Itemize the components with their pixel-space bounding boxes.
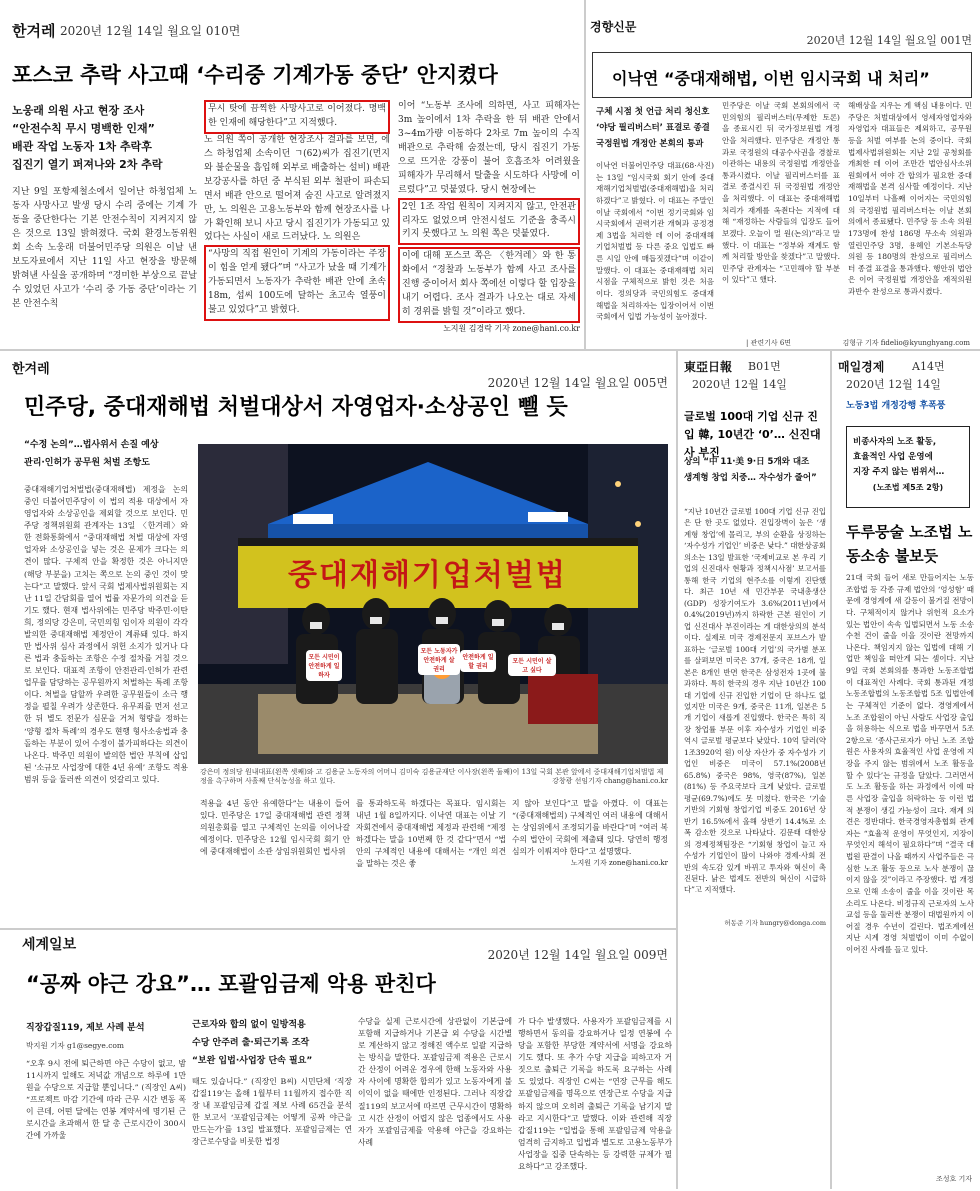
body-col4 bbox=[518, 1016, 672, 1188]
subhead: 직장갑질119, 제보 사례 분석 bbox=[26, 1023, 145, 1033]
quote-line: (노조법 제5조 2항) bbox=[872, 483, 944, 492]
outlet-logo: 한겨레 bbox=[12, 362, 50, 377]
subhead: “보완 입법·사업장 단속 필요” bbox=[192, 1056, 313, 1066]
outlet-logo: 東亞日報 bbox=[684, 360, 733, 374]
outlet-logo: 세계일보 bbox=[22, 937, 77, 953]
body-col bbox=[846, 572, 974, 1170]
body-text: “지난 10년간 글로벌 100대 기업 신규 진입은 단 한 곳도 없었다. 진입장벽이 높은 ‘생계형 창업’에 몰리고, 부의 순환을 상징하는 ‘자수성가 기업인’ 비중은 낮다.” 대한상공회의소는 13일 발표한 ‘국제비교로 본 우리 기업의 신진대사 현황과 정책시사점’ 보고서를 통해 한국 기업의 현주소를 이렇게 진단했다. 최근 10년 새 민간부문 국내총생산(GDP) 성장기여도가 3.6%(2011년)에서 0.4%(2019년)까지 하락한 근본 원인이 기업 신진대사 부진이라는 게 대한상의의 분석이다. 실제로 미국 경제전문지 포브스가 발표하는 ‘글로벌 100대 기업’의 국가별 분포를 살펴보면 미국은 37개, 중국은 18개, 일본은 8개인 반면 한국은 삼성전자 1곳에 불과하다. 특히 한국의 경우 지난 10년간 100대 기업에 신규 진입한 기업이 단 하나도 없었지만 미국은 9개, 중국은 11개, 일본은 5개 기업이 새롭게 진입했다. 한국은 특히 직장 창업률 부문 이후 자수성가 기업인 비중 역시 글로벌 평균보다 낮았다. 10억 달러(약 1조3920억 원) 이상 자산가 중 자수성가 기업인 비중은 미국이 57.1%(2008년 65.8%) 중국은 98%, 영국(87%), 일본(81%) 등 주요국보다 크게 낮았다. 글로벌 평균(69.7%)에도 못 미쳤다. 한국은 ‘기술 기반의 기회형 창업기업 비중도 2016년 상반기 16.5%에서 올해 상반기 14.4%로 소폭 감소한 것으로 나타났다. 김문태 대한상의 경제정책팀장은 “기회형 창업이 늘고 자수성가 기업인이 많이 나와야 경제·사회 전반의 속도감 있게 바뀌고 투자와 혁신이 촉진된다. 낡은 법제도 전반의 혁신이 시급하다”고 지적했다. bbox=[684, 507, 826, 895]
highlight-box: “사망의 직접 원인이 기계의 가동이라는 주장이 힘을 얻게 됐다”며 “사고가 났을 때 기계가 가동되면서 노동자가 추락한 배관 안에 초속 18m, 섭씨 100도에 달하는 초고속 열풍이 불고 있었다”고 밝혔다. bbox=[204, 245, 390, 321]
date-line: 2020년 12월 14일 bbox=[846, 378, 941, 391]
headline: 글로벌 100대 기업 신규 진입 韓, 10년간 ‘0’… 신진대사 부진 bbox=[684, 410, 821, 459]
byline: 노지원 김경락 기자 zone@hani.co.kr bbox=[443, 324, 580, 334]
body-col bbox=[684, 506, 826, 916]
subhead: 노웅래 의원 사고 현장 조사 bbox=[12, 104, 145, 117]
protest-sign: 안전하게 일할 권리 bbox=[460, 650, 496, 672]
body-text: 노 의원 쪽이 공개한 현장조사 결과를 보면, 에스 하청업체 소속이던 ㄱ(62)씨가 집진기(먼지와 불순물을 흡입해 외부로 배출하는 설비) 배관 보강공사를 하던 중 부식된 외부 철판이 파손되면서 배관 안으로 떨어져 숨진 사고로 알려졌지만, 노 의원은 고용노동부와 함께 현장조사를 나가 확인해 보니 사고 당시 집진기가 가동되고 있었다는 사실이 새로 드러났다. 노 의원은 bbox=[204, 134, 390, 243]
divider bbox=[830, 351, 832, 1189]
subhead: 상의 “中 11·美 9·日 5개와 대조 bbox=[684, 457, 810, 467]
photo-banner-text: 중대재해기업처벌법 bbox=[288, 558, 567, 593]
subhead: 수당 안주려 출·퇴근기록 조작 bbox=[192, 1038, 310, 1048]
photo-caption bbox=[200, 768, 668, 787]
body-col3 bbox=[398, 100, 580, 348]
protest-photo bbox=[198, 444, 668, 764]
article-donga bbox=[678, 352, 830, 932]
body-col2 bbox=[192, 1076, 352, 1188]
outlet-logo: 한겨레 bbox=[12, 22, 56, 40]
subheads bbox=[24, 436, 194, 472]
subheads bbox=[192, 1016, 362, 1070]
body-text: 적용을 4년 동안 유예한다”는 내용이 들어 있다. 민주당은 17일 중대재해법 관련 정책 의원총회를 열고 구체적인 논의를 이어나갈 예정이다. 민주당은 12월 임시국회 회기 안에 중대재해법이 소관 상임위원회인 법사위 bbox=[200, 799, 350, 857]
article-hankyoreh-posco bbox=[2, 2, 584, 348]
article-kyunghyang bbox=[586, 2, 978, 348]
date-line: 2020년 12월 14일 bbox=[692, 378, 787, 391]
article-segye bbox=[2, 930, 676, 1189]
caption-text: 강은미 정의당 원내대표(왼쪽 셋째)와 고 김용균 노동자의 어머니 김미숙 김용균재단 이사장(왼쪽 둘째)이 13일 국회 본관 앞에서 중대재해기업처벌법 제정을 촉구하며 사흘째 단식농성을 하고 있다. bbox=[200, 768, 664, 786]
subhead: 집진기 열기 퍼져나와 2차 추락 bbox=[12, 158, 163, 171]
highlight-box: 2인 1조 작업 원칙이 지켜지지 않고, 안전관리자도 없었으며 안전시설도 기준을 충족시키지 못했다고 노 의원 쪽은 덧붙였다. bbox=[398, 198, 580, 246]
headline: 두루뭉술 노조법 노동소송 불보듯 bbox=[846, 523, 973, 565]
body-col1 bbox=[12, 186, 197, 346]
body-text: 중대재해기업처벌법(중대재해법) 제정을 논의 중인 더불어민주당이 이 법의 적용 대상에서 자영업자와 소상공인을 제외할 것으로 보인다. 민주당 정책위원회 관계자는 13일 〈한겨레〉와 한 전화통화에서 “중대재해법 처벌 대상에 자영업자와 소상공인을 넣는 것은 문제가 크다는 의견이 많다. 구체적 안을 확정한 것은 아니지만 (해당 부분을) 고치는 쪽으로 논의 중인 것이 맞는다”고 말했다. 앞서 국회 법제사법위원회는 지난 11일 간담회를 열어 법률 자문가의 의견을 듣기도 했다. 현재 법사위에는 민주당 박주민·이탄희, 정의당 강은미, 국민의힘 임이자 의원이 각각 발의한 중대재해법 제정안이 계류돼 있다. 하지만 법사위 심사 과정에서 위헌 소지가 있거나 다른 법과 충돌하는 조항은 수정 절차를 거칠 것으로 보인다. 대표적 조항이 안전관리·인허가 관련 업무를 담당하는 공무원까지 처벌하는 특례 조항이다. 처벌을 담할까 우려한 공무원들이 소극 행정을 펼칠 우려가 상존한다. 유무죄를 먼저 선고한 뒤 별도 전문가 심문을 거쳐 형량을 정하는 ‘양형 절차 특례’의 경우도 현행 형사소송법과 충돌하는 부분이 있어 수정이 불가피하다는 의견이 나온다. 박주민 의원이 발의한 법안 부칙에 삽입된 ‘소규모 사업장에 대한 4년 유예’ 조항도 적용 범위 등을 둘러싼 의견이 엇갈리고 있다. bbox=[24, 485, 188, 784]
body-text: 21대 국회 들어 새로 만들어지는 노동조합법 등 각종 규제 법안의 ‘엉성함’ 때문에 경영계에 새 갈등이 불거질 전망이다. 구체적이지 않거나 위헌적 요소가 있는 법안이 속속 입법되면서 노동 소송 수천 건이 줄을 이을 것이란 전망까지 나온다. 책임지지 않는 입법에 대해 기업만 책임을 떠안게 되는 셈이다. 지난 9일 국회 본회의를 통과한 노동조합법이 대표적인 사례다. 국회 통과된 개정 노동조합법의 노동조합법 5조 입법안에는 구체적인 기준이 없다. 경영계에서 노조 조합원이 아닌 사람도 사업장 출입을 허용하는 식으로 법을 바꾸면서 5조 2항으로 ‘종사근로자가 아닌 노조 조합원은 사용자의 효율적인 사업 운영에 지장을 주지 않는 범위에서 노조 활동을 할 수 있다’는 규정을 달았다. 그러면서도 노조 활동을 하는 과정에서 이에 따른 사업장 출입을 허락하는 등 이런 법적 분쟁이 생길 가능성이 크다. 재계 의견은 정반대다. 한국경영자총협회 관계자는 “효율적 운영이 무엇인지, 지장이 무엇인지 해석이 필요하다”며 “결국 대법원 판결이 나올 때까지 사업주들은 극심한 노조 활동 등으로 노사 분쟁이 끊이지 않을 것”이라고 주장했다. 법 개정으로 인해 소송이 줄을 이을 것이란 목소리도 나온다. 비정규직 근로자의 노사 교섭 등을 둘러싼 분쟁이 대법원까지 이어질 경우 수년이 걸린다. 법조계에선 지난 시계 경영 처벌법이 이미 수없이 이어진 사례를 들고 있다. bbox=[846, 573, 974, 954]
divider bbox=[0, 928, 676, 930]
headline: 이낙연 “중대재해법, 이번 임시국회 내 처리” bbox=[612, 69, 930, 88]
subhead: 구체 시점 첫 언급 처리 청신호 bbox=[596, 107, 710, 117]
body-text: 이낙연 더불어민주당 대표(68·사진)는 13일 “임시국회 회기 안에 중대재해기업처벌법(중대재해법)을 처리하겠다”고 밝혔다. 이 대표는 주말인 이날 국회에서 “이번 정기국회와 임시국회에서 권력기관 개혁과 공정경제 3법을 처리한 데 이어 중대재해기업처벌법 등 다른 중요 입법도 빠른 시일 안에 매듭짓겠다”며 이같이 말했다. 이 대표는 중대재해법 처리 시점을 구체적으로 밝힌 것은 처음이다. 정의당과 국민의힘도 중대재해법을 처리하자는 입장이어서 이번 국회에서 입법 가능성이 높아졌다. bbox=[596, 161, 714, 322]
date-line: 2020년 12월 14일 월요일 009면 bbox=[487, 948, 668, 962]
quote-line: 비종사자의 노조 활동, bbox=[853, 437, 937, 447]
subheads bbox=[684, 454, 826, 486]
body-col1 bbox=[26, 1058, 186, 1188]
body-col4 bbox=[512, 798, 668, 924]
body-col1 bbox=[596, 160, 714, 348]
date-line: 2020년 12월 14일 월요일 010면 bbox=[60, 24, 241, 38]
date-line: 2020년 12월 14일 월요일 005면 bbox=[487, 376, 668, 390]
divider bbox=[676, 351, 678, 1189]
body-text: 민주당은 이날 국회 본회의에서 국민의힘의 필리버스터(무제한 토론)을 종료시킨 뒤 국가정보원법 개정안을 처리했다. 민주당은 개정안 통과로 국정원의 대공수사권을 경찰로 이관하는 내용의 국정원법 개정안을 통과시켰다. 이날 필리버스터를 표결로 종결시킨 뒤 국정원법 개정안을 처리했다. 이 대표는 중대재해법 처리가 재계를 옥죈다는 지적에 대해 “재정하는 사람들의 입장도 들어 보겠다. 오늘이 멀 원(논의)”라고 말했다. 이 대표는 “정부와 재계도 함께 처리할 방안을 찾겠다”고 말했다. 민주당 관계자는 “고민해야 할 부분이 있다”고 했다. bbox=[722, 101, 840, 285]
body-text: 수당을 실제 근로시간에 상관없이 기본급에 포함해 지급하거나 기본급 외 수당을 시간별로 계산하지 않고 정해진 액수로 일괄 지급하는 방식을 말한다. 포괄임금제 적용은 근로시간 산정이 어려운 경우에 한해 노동자와 사용자 사이에 명확한 합의가 있고 노동자에게 불이익이 없을 때에만 인정된다. 그러나 직장갑질119의 보고서에 따르면 근무시간이 명확하고 시간 산정이 어렵지 않은 업종에서도 사용자가 포괄임금제를 악용해 야근을 강요하는 사례 bbox=[358, 1017, 512, 1147]
subhead: 근로자와 합의 없이 일방적용 bbox=[192, 1020, 306, 1030]
subheads bbox=[596, 104, 714, 152]
outlet-logo: 매일경제 bbox=[838, 360, 885, 374]
body-text: 해배상을 지우는 게 핵심 내용이다. 민주당은 처벌대상에서 영세자영업자와 자영업자 대표들은 제외하고, 공무원 등을 처벌 여부를 논의 중이다. 국회 법제사법위원회는 지난 2일 공청회를 개최한 데 이어 조만간 법안심사소위원회에서 여야 간 합의가 필요한 중대재해법을 본격 심사할 예정이다. 지난 10일부터 나흘째 이어지는 국민의힘의 국정원법 필리버스터는 이날 본회의에서 종료됐다. 민주당 등 소속 의원 173명에 찬성 186명 무소속 의원과 열린민주당 3명, 용혜인 기본소득당 의원 등 180명의 찬성으로 필리버스터 종결 표결을 통과했다. 행안위 법안은 이어 국정원법 개정안을 재적의원 과반수 찬성으로 통과시켰다. bbox=[848, 101, 972, 296]
body-col3 bbox=[358, 1016, 512, 1188]
highlight-box: 무시 탓에 끔찍한 사망사고로 이어졌다. 명백한 인재에 해당한다”고 지적했다. bbox=[204, 100, 390, 134]
subheads bbox=[12, 102, 192, 174]
subhead: 관리·인허가 공무원 처벌 조항도 bbox=[24, 458, 150, 468]
headline: 민주당, 중대재해법 처벌대상서 자영업자·소상공인 뺄 듯 bbox=[24, 395, 568, 420]
byline: 허동준 기자 hungry@donga.com bbox=[724, 919, 826, 927]
protest-sign: 모든 시민이 안전하게 일하자 bbox=[306, 650, 342, 681]
byline: 노지원 기자 zone@hani.co.kr bbox=[570, 859, 668, 868]
highlight-box: 이에 대해 포스코 쪽은 〈한겨레〉와 한 통화에서 “경찰과 노동부가 함께 사고 조사를 진행 중이어서 회사 쪽에선 이렇다 할 입장을 내기 어렵다. 조사 결과가 나오는 대로 자세히 경위를 밝힐 것”이라고 했다. bbox=[398, 247, 580, 323]
body-text: 때도 있습니다.” (직장인 B씨) 시민단체 ‘직장갑질119’는 올해 1월부터 11월까지 접수한 직장 내 포괄임금제 갑질 제보 사례 65건을 분석한 보고서 ‘포괄임금제는 어떻게 공짜 야근을 만드는가’를 13일 발표했다. 포괄임금제는 연장근로수당을 비롯한 법정 bbox=[192, 1077, 352, 1147]
quote-box bbox=[846, 426, 970, 508]
quote-line: 지장 주지 않는 범위서… bbox=[853, 467, 945, 477]
body-text: “오후 9시 전에 퇴근하면 야근 수당이 없고, 밤 11시까지 일해도 저녁값 개념으로 하루에 1만원을 수당으로 지급할 뿐입니다.” (직장인 A씨) “프로젝트 마감 기간에 따라 근무 시간 변동 폭이 큰데, 어떤 달에는 연봉 계약서에 명기된 근로시간을 초과해서 한 달 총 근로시간이 300시간에 가까울 bbox=[26, 1059, 186, 1141]
divider bbox=[0, 349, 980, 351]
body-col1 bbox=[24, 484, 188, 924]
quote-line: 효율적인 사업 운영에 bbox=[853, 452, 933, 462]
body-col2 bbox=[200, 798, 350, 924]
date-line: 2020년 12월 14일 월요일 001면 bbox=[806, 34, 972, 47]
related-ref: | 관련기사 6면 bbox=[746, 339, 792, 347]
headline: 포스코 추락 사고때 ‘수리중 기계가동 중단’ 안지켰다 bbox=[12, 63, 498, 87]
reporter: 박지원 기자 g1@segye.com bbox=[26, 1041, 125, 1050]
article-maeil bbox=[832, 352, 978, 1189]
subhead: “안전수칙 무시 명백한 인재” bbox=[12, 122, 155, 135]
subhead: 배관 작업 노동자 1차 추락후 bbox=[12, 140, 152, 153]
headline: “공짜 야근 강요”… 포괄임금제 악용 판친다 bbox=[26, 972, 436, 996]
outlet-logo: 경향신문 bbox=[590, 20, 637, 34]
byline: 김형규 기자 fidelio@kyunghyang.com bbox=[842, 339, 970, 347]
body-col3 bbox=[356, 798, 506, 924]
body-col2 bbox=[722, 100, 840, 348]
page-number: A14면 bbox=[912, 360, 945, 373]
photo-credit: 강창광 선임기자 chang@hani.co.kr bbox=[552, 777, 668, 786]
body-text: 지 않아 보인다”고 말을 아꼈다. 이 대표는 “(중대재해법의) 구체적인 여러 내용에 대해서는 상임위에서 조정되기를 바란다”며 “여러 복수의 법안이 국회에 제출돼 있다. 당연히 행정 심의가 이뤄져야 한다”고 설명했다. bbox=[512, 799, 668, 857]
body-text: 지난 9일 포항제철소에서 일어난 하청업체 노동자 사망사고 발생 당시 수리 중에는 기계 가동을 중단한다는 기본 안전수칙이 지켜지지 않은 것으로 13일 밝혀졌다. 국회 환경노동위원회 소속 노웅래 더불어민주당 의원은 이날 낸 보도자료에서 지난 11일 사고 현장을 방문해 밝혀낸 사실을 공개하며 “경미한 부상으로 끝날 수 있었던 사고가 ‘수리 중 가동 중단’이라는 기본 안전수칙 bbox=[12, 187, 197, 309]
subhead: 생계형 창업 치중… 자수성가 줄어” bbox=[684, 473, 817, 483]
article-hankyoreh-democratic bbox=[2, 352, 676, 927]
body-col2 bbox=[204, 100, 390, 348]
byline: 조성호 기자 bbox=[935, 1175, 972, 1183]
tag-label: 노동3법 개정강행 후폭풍 bbox=[846, 401, 946, 411]
subhead: 국정원법 개정안 본회의 통과 bbox=[596, 139, 704, 149]
protest-sign: 모든 시민이 살고 싶다 bbox=[508, 654, 556, 676]
page-number: B01면 bbox=[748, 360, 781, 373]
photo-illustration bbox=[198, 444, 668, 764]
body-col3 bbox=[848, 100, 972, 336]
body-text: 이어 “노동부 조사에 의하면, 사고 피해자는 3m 높이에서 1차 추락을 한 뒤 배관 안에서 3~4m가량 이동하다 2차로 7m 높이의 수직 배관으로 추락해 숨졌는데, 당시 집진기 가동으로 뜨거운 강풍이 불어 호흡조차 어려웠을 피해자가 무리해서 탈출을 시도하다 사망에 이르렀다”고 덧붙였다. 당시 현장에는 bbox=[398, 101, 580, 195]
body-text: 를 통과하도록 하겠다는 목표다. 임시회는 내년 1월 8일까지다. 이낙연 대표는 이날 기자회견에서 중대재해법 제정과 관련해 “제정하겠다는 말을 10번째 한 것 같다”면서 “법안의 구체적인 내용에 대해서는 “개인 의견을 말하는 것은 좋 bbox=[356, 799, 506, 869]
divider bbox=[584, 0, 586, 349]
subhead: “수정 논의”…법사위서 손질 예상 bbox=[24, 440, 159, 450]
subhead: ‘야당 필리버스터’ 표결로 종결 bbox=[596, 123, 710, 133]
body-text: 가 다수 발생했다. 사용자가 포괄임금제를 시행하면서 동의를 강요하거나 일정 연봉에 수당을 포함한 부당한 계약서에 서명을 강요하기도 했다. 또 추가 수당 지급을 피하고자 거짓으로 출퇴근 기록을 하도록 요구하는 사례도 있었다. 직장인 C씨는 “연장 근무를 해도 포괄임금제를 명목으로 연장근로 수당을 지급하지 않으며 오히려 출퇴근 기록을 남기지 말라고 지시한다”고 말했다. 이와 관련해 직장갑질119는 “입법을 통해 포괄임금제 악용을 엄격히 금지하고 입법과 별도로 고용노동부가 사업장을 집중 단속하는 등 강력한 규제가 필요하다”고 강조했다. bbox=[518, 1017, 672, 1171]
protest-sign: 모든 노동자가 안전하게 살 권리 bbox=[418, 644, 460, 675]
